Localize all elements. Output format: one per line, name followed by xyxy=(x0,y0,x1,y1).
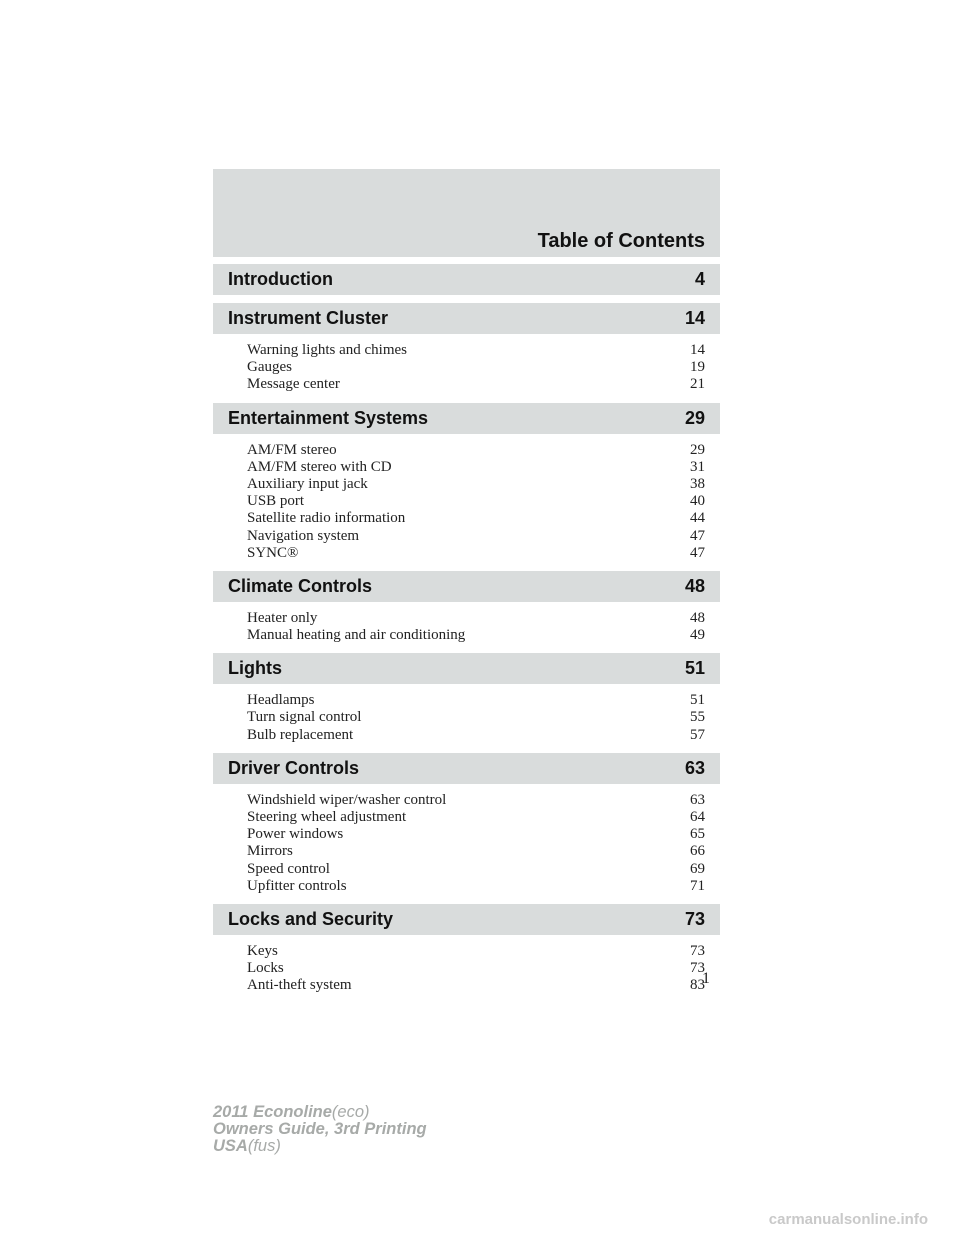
section-header[interactable] xyxy=(213,904,720,935)
toc-entry[interactable] xyxy=(247,943,705,960)
toc-entry[interactable] xyxy=(247,459,705,476)
toc-entry-page: 31 xyxy=(690,458,705,475)
toc-entry[interactable] xyxy=(247,493,705,510)
toc-entry-page: 21 xyxy=(690,376,705,393)
toc-entry-label: USB port xyxy=(247,493,305,510)
toc-entry-label: Upfitter controls xyxy=(247,877,347,894)
toc-entry[interactable] xyxy=(247,476,705,493)
footer-market-code: (fus) xyxy=(247,1137,281,1155)
toc-entry-label: Speed control xyxy=(247,860,330,877)
toc-entry-page: 64 xyxy=(690,809,705,825)
section-item-list xyxy=(213,610,720,644)
toc-entry-page: 55 xyxy=(690,709,705,726)
section-item-list xyxy=(213,692,720,744)
section-title: Introduction xyxy=(228,269,333,289)
toc-entry-page: 71 xyxy=(690,877,705,894)
toc-entry-page: 19 xyxy=(690,359,705,376)
page-number: 1 xyxy=(702,970,710,987)
section-item-list xyxy=(213,442,720,562)
section-page-number: 73 xyxy=(684,908,705,929)
toc-entry-page: 44 xyxy=(690,510,705,527)
toc-entry-label: AM/FM stereo with CD xyxy=(247,458,392,475)
toc-entry[interactable] xyxy=(247,545,705,562)
toc-entry[interactable] xyxy=(247,528,705,545)
section-header[interactable] xyxy=(213,653,720,684)
toc-entry-page: 40 xyxy=(690,493,705,510)
toc-entry-page: 63 xyxy=(690,791,705,808)
header-band xyxy=(213,169,720,257)
toc-entry[interactable] xyxy=(247,826,705,843)
toc-entry-label: AM/FM stereo xyxy=(247,441,337,458)
toc-entry-label: Bulb replacement xyxy=(247,726,354,743)
toc-entry[interactable] xyxy=(247,692,705,709)
section-header[interactable] xyxy=(213,571,720,602)
toc-entry-page: 51 xyxy=(690,692,705,709)
footer xyxy=(213,1104,427,1155)
section-title: Lights xyxy=(228,658,282,679)
toc-entry-label: Windshield wiper/washer control xyxy=(247,791,447,808)
section-title: Locks and Security xyxy=(228,908,394,929)
section-page-number: 14 xyxy=(684,308,705,328)
toc-entry[interactable] xyxy=(247,627,705,644)
toc-entry-label: Turn signal control xyxy=(247,709,362,726)
toc-entry-page: 73 xyxy=(690,942,705,959)
toc-entry[interactable] xyxy=(247,861,705,878)
toc-entry-label: Steering wheel adjustment xyxy=(247,809,407,825)
toc-entry-page: 47 xyxy=(690,527,705,544)
toc-entry-label: Navigation system xyxy=(247,527,360,544)
section-item-list xyxy=(213,792,720,895)
section-header[interactable] xyxy=(213,303,720,334)
toc-entry-page: 29 xyxy=(690,441,705,458)
footer-line-2: Owners Guide, 3rd Printing xyxy=(213,1120,427,1138)
toc-entry-page: 47 xyxy=(690,544,705,561)
toc-entry[interactable] xyxy=(247,792,705,809)
section-header[interactable] xyxy=(213,753,720,784)
toc-entry[interactable] xyxy=(247,878,705,895)
toc-entry[interactable] xyxy=(247,977,705,994)
toc-entry-label: SYNC® xyxy=(247,544,299,561)
toc-entry[interactable] xyxy=(247,960,705,977)
toc-entry-page: 14 xyxy=(690,342,705,358)
section-item-list xyxy=(213,943,720,995)
toc-entry-page: 48 xyxy=(690,609,705,626)
toc-entry-label: Headlamps xyxy=(247,692,315,709)
toc-entry-label: Power windows xyxy=(247,826,344,843)
watermark: carmanualsonline.info xyxy=(768,1211,928,1228)
toc-entry[interactable] xyxy=(247,843,705,860)
toc-entry-page: 57 xyxy=(690,726,705,743)
toc-entry-page: 66 xyxy=(690,843,705,860)
page-title: Table of Contents xyxy=(537,230,705,252)
section-page-number: 4 xyxy=(694,269,705,289)
footer-line-3 xyxy=(213,1138,427,1155)
toc-entry[interactable] xyxy=(247,610,705,627)
toc-entry-page: 49 xyxy=(690,627,705,644)
table-of-contents xyxy=(213,264,720,1004)
toc-entry-label: Locks xyxy=(247,960,284,977)
toc-entry-page: 38 xyxy=(690,475,705,492)
toc-entry-label: Keys xyxy=(247,942,278,959)
toc-entry-page: 69 xyxy=(690,860,705,877)
section-title: Instrument Cluster xyxy=(228,308,389,328)
section-title: Driver Controls xyxy=(228,757,360,778)
toc-entry-label: Satellite radio information xyxy=(247,510,406,527)
section-title: Entertainment Systems xyxy=(228,407,429,428)
section-item-list xyxy=(213,342,720,394)
footer-market: USA xyxy=(213,1137,248,1155)
toc-entry-label: Gauges xyxy=(247,359,292,376)
toc-entry-page: 65 xyxy=(690,826,705,843)
footer-model: 2011 Econoline xyxy=(213,1103,332,1121)
toc-entry[interactable] xyxy=(247,727,705,744)
toc-entry-page: 83 xyxy=(690,977,705,994)
section-header[interactable] xyxy=(213,264,720,295)
section-page-number: 51 xyxy=(684,658,705,679)
section-page-number: 63 xyxy=(684,757,705,778)
toc-entry[interactable] xyxy=(247,376,705,393)
toc-entry-label: Heater only xyxy=(247,609,318,626)
toc-entry[interactable] xyxy=(247,359,705,376)
section-title: Climate Controls xyxy=(228,575,373,596)
toc-entry-label: Mirrors xyxy=(247,843,293,860)
toc-entry[interactable] xyxy=(247,342,705,359)
toc-entry[interactable] xyxy=(247,510,705,527)
toc-entry-label: Anti-theft system xyxy=(247,977,352,994)
section-page-number: 48 xyxy=(684,575,705,596)
toc-entry-page: 73 xyxy=(690,960,705,977)
footer-line-1 xyxy=(213,1104,427,1121)
toc-entry[interactable] xyxy=(247,709,705,726)
toc-entry-label: Auxiliary input jack xyxy=(247,475,368,492)
toc-entry-label: Warning lights and chimes xyxy=(247,342,408,358)
section-header[interactable] xyxy=(213,403,720,434)
section-page-number: 29 xyxy=(684,407,705,428)
toc-entry-label: Manual heating and air conditioning xyxy=(247,627,466,644)
toc-entry[interactable] xyxy=(247,442,705,459)
toc-entry[interactable] xyxy=(247,809,705,826)
toc-entry-label: Message center xyxy=(247,376,340,393)
footer-model-code: (eco) xyxy=(331,1103,370,1121)
